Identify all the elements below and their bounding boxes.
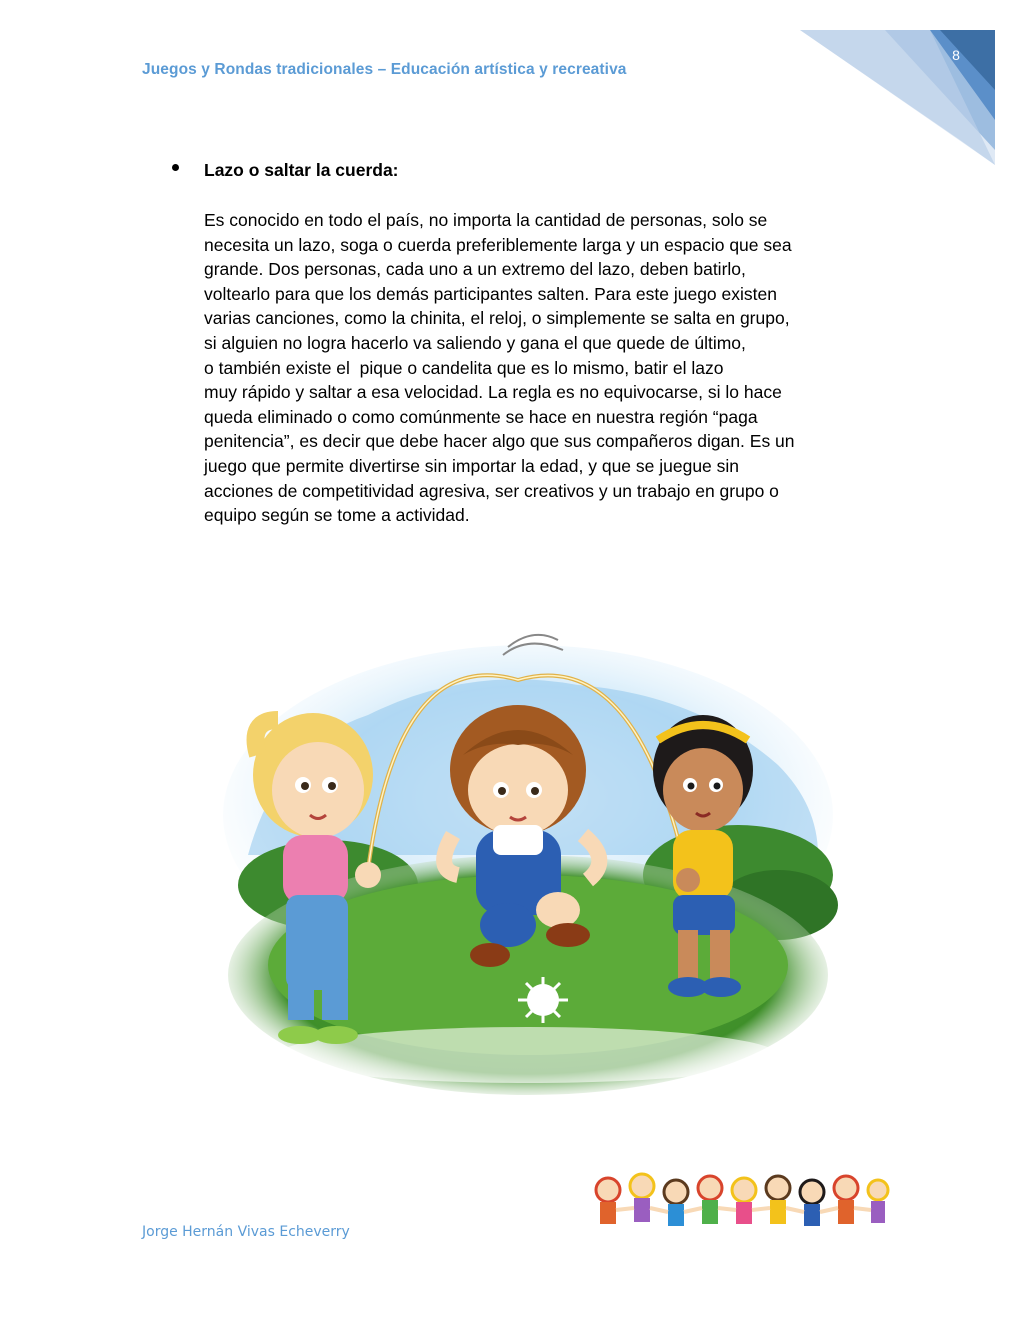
body-line: juego que permite divertirse sin importar la edad, y que se juegue sin xyxy=(204,455,740,476)
section-heading: Lazo o saltar la cuerda: xyxy=(204,160,399,180)
body-line: voltearlo para que los demás participantes salten. Para este juego existen xyxy=(204,283,777,304)
body-line: varias canciones, como la chinita, el reloj, o simplemente se salta en grupo, xyxy=(204,308,790,329)
body-line: equipo según se tome a actividad. xyxy=(204,505,470,526)
body-line: queda eliminado o como comúnmente se hace en nuestra región “paga xyxy=(204,406,758,427)
body-line: si alguien no logra hacerlo va saliendo y gana el que quede de último, xyxy=(204,332,746,353)
children-chain-decoration xyxy=(590,1168,890,1238)
page-number: 8 xyxy=(952,47,960,63)
jump-rope-illustration xyxy=(218,625,838,1115)
footer-author: Jorge Hernán Vivas Echeverry xyxy=(142,1224,350,1240)
body-line: necesita un lazo, soga o cuerda preferiblemente larga y un espacio que sea xyxy=(204,234,792,255)
body-line: o también existe el pique o candelita que es lo mismo, batir el lazo xyxy=(204,357,724,378)
bullet-dot-icon xyxy=(172,164,179,171)
body-line: acciones de competitividad agresiva, ser creativos y un trabajo en grupo o xyxy=(204,480,779,501)
body-line: penitencia”, es decir que debe hacer algo que sus compañeros digan. Es un xyxy=(204,431,795,452)
body-line: muy rápido y saltar a esa velocidad. La regla es no equivocarse, si lo hace xyxy=(204,382,782,403)
section-body xyxy=(204,208,904,528)
body-line: grande. Dos personas, cada uno a un extremo del lazo, deben batirlo, xyxy=(204,259,746,280)
header-title: Juegos y Rondas tradicionales – Educación artística y recreativa xyxy=(142,61,627,78)
body-line: Es conocido en todo el país, no importa la cantidad de personas, solo se xyxy=(204,210,768,230)
